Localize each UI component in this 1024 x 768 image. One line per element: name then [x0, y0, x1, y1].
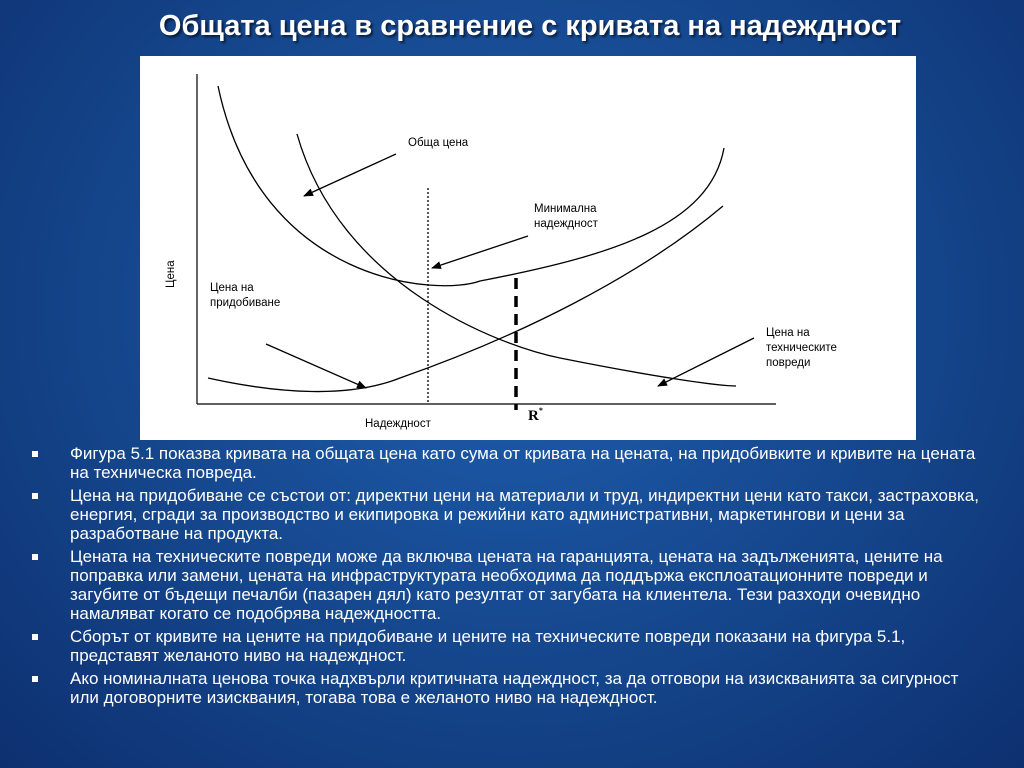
x-axis-label: Надеждност	[365, 418, 431, 430]
bullet-square-icon	[32, 634, 38, 640]
bullet-text: Фигура 5.1 показва кривата на общата цена като сума от кривата на цената, на придобивките и кривите на цената на техническа повреда.	[70, 444, 976, 482]
bullet-list	[32, 444, 992, 711]
bullet-item	[32, 444, 992, 482]
min-reliability-label-1: Минимална	[534, 203, 597, 215]
acquisition-label-2: придобиване	[210, 297, 281, 309]
bullet-item	[32, 547, 992, 623]
bullet-item	[32, 627, 992, 665]
bullet-text: Цената на техническите повреди може да включва цената на гаранцията, цената на задълженията, цените на поправка или замени, цената на инфраструктурата необходима да поддържа експлоатационните повреди и загубите от бъдещи печалби (пазарен дял) като резултат от загубата на клиентела. Тези разходи очевидно намаляват когато се подобрява надеждността.	[70, 547, 943, 623]
cost-reliability-diagram	[140, 56, 916, 440]
total-cost-arrow	[304, 154, 396, 196]
bullet-text: Цена на придобиване се състои от: директни цени на материали и труд, индиректни цени като такси, застраховка, енергия, сгради за производство и екипировка и режийни като административни, маркетингови и цени за разработване на продукта.	[70, 486, 979, 543]
technical-damage-cost-curve	[297, 134, 736, 386]
damage-label-2: техническите	[766, 342, 837, 354]
bullet-text: Сборът от кривите на цените на придобиване и цените на техническите повреди показани на фигура 5.1, представят желаното ниво на надеждност.	[70, 627, 906, 665]
bullet-square-icon	[32, 676, 38, 682]
bullet-square-icon	[32, 554, 38, 560]
cost-reliability-figure	[140, 56, 916, 440]
bullet-square-icon	[32, 493, 38, 499]
bullet-square-icon	[32, 451, 38, 457]
min-reliability-arrow	[432, 236, 528, 268]
bullet-item	[32, 486, 992, 543]
slide-title: Общата цена в сравнение с кривата на надеждност	[158, 10, 902, 42]
technical-damage-arrow	[658, 338, 754, 386]
total-cost-label: Обща цена	[408, 137, 469, 149]
y-axis-label: Цена	[165, 260, 177, 288]
damage-label-1: Цена на	[766, 327, 810, 339]
bullet-text: Ако номиналната ценова точка надхвърли критичната надеждност, за да отговори на изискванията за сигурност или договорните изисквания, тогава това е желаното ниво на надеждност.	[70, 669, 959, 707]
r-star-label: R*	[528, 406, 543, 424]
total-cost-curve	[218, 86, 724, 286]
acquisition-cost-arrow	[266, 344, 366, 388]
acquisition-label-1: Цена на	[210, 282, 254, 294]
damage-label-3: повреди	[766, 357, 811, 369]
min-reliability-label-2: надеждност	[534, 218, 598, 230]
bullet-item	[32, 669, 992, 707]
